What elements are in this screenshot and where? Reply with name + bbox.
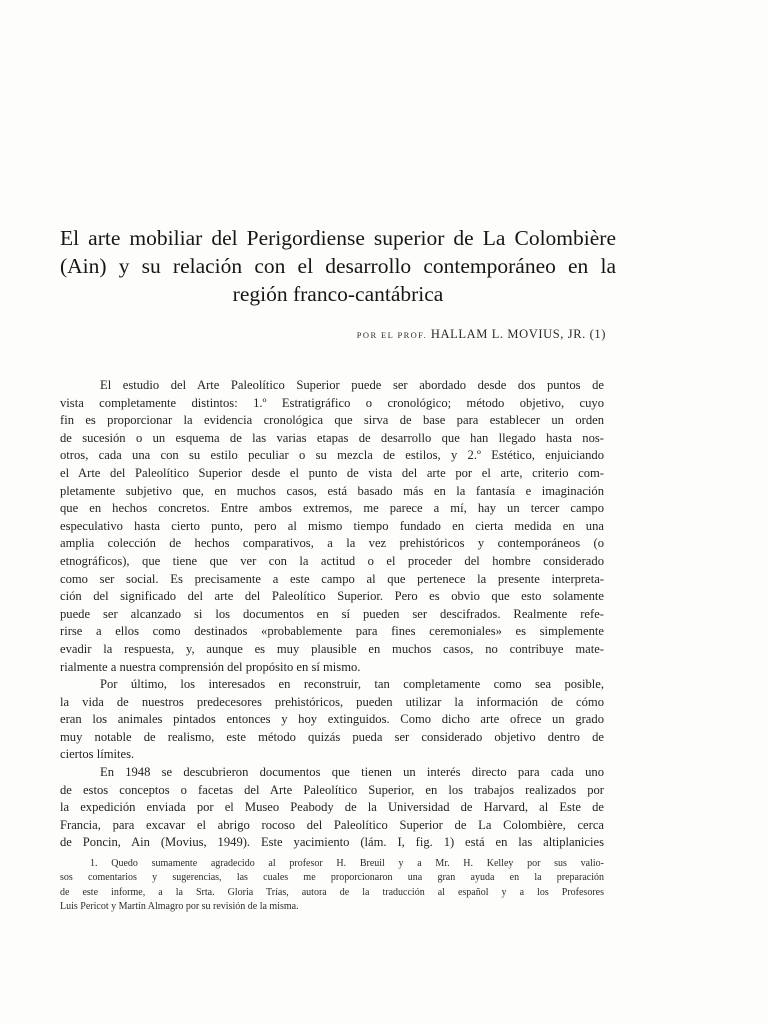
text-line: ción del significado del arte del Paleolítico Superior. Pero es obvio que esto solamente: [60, 589, 604, 604]
text-line: eran los animales pintados entonces y hoy extinguidos. Como dicho arte ofrece un grado: [60, 712, 604, 727]
text-line: como ser social. Es precisamente a este campo al que pertenece la presente interpreta-: [60, 571, 604, 586]
text-line: ciertos límites.: [60, 747, 135, 762]
text-line: amplia colección de hechos comparativos, a la vez prehistóricos y contemporáneos (o: [60, 536, 604, 551]
article-title: [60, 224, 616, 308]
footnote-line: 1. Quedo sumamente agradecido al profesor H. Breuil y a Mr. H. Kelley por sus valio-: [90, 858, 604, 869]
text-line: vista completamente distintos: 1.º Estratigráfico o cronológico; método objetivo, cuyo: [60, 395, 604, 410]
author-byline: [60, 327, 606, 342]
text-line: rirse a ellos como destinados «probablemente para fines ceremoniales» es simplemente: [60, 624, 604, 639]
title-line: (Ain) y su relación con el desarrollo contemporáneo en la: [60, 254, 616, 278]
text-line: muy notable de realismo, este método quizás pueda ser considerado objetivo dentro de: [60, 729, 604, 744]
text-line: que en hechos concretos. Entre ambos extremos, me parece a mí, hay un tercer campo: [60, 501, 604, 516]
text-line: de sucesión o un esquema de las varias etapas de desarrollo que han llegado hasta nos-: [60, 430, 604, 445]
text-line: etnográficos), que tiene que ver con la actitud o el proceder del hombre considerado: [60, 553, 604, 568]
text-line: otros, cada una con su estilo peculiar o su mezcla de estilos, y 2.º Estético, enjuiciando: [60, 448, 604, 463]
text-line: En 1948 se descubrieron documentos que tienen un interés directo para cada uno: [100, 765, 604, 780]
title-line: El arte mobiliar del Perigordiense superior de La Colombière: [60, 226, 616, 250]
text-line: Francia, para excavar el abrigo rocoso del Paleolítico Superior de La Colombière, cerca: [60, 817, 604, 832]
author-name: HALLAM L. MOVIUS, JR.: [430, 327, 586, 341]
text-line: Por último, los interesados en reconstruir, tan completamente como sea posible,: [100, 677, 604, 692]
text-line: rialmente a nuestra comprensión del propósito en sí mismo.: [60, 659, 361, 674]
text-line: la expedición enviada por el Museo Peabody de la Universidad de Harvard, al Este de: [60, 800, 604, 815]
byline-prefix: POR EL PROF.: [356, 330, 428, 340]
text-line: evadir la respuesta, y, aunque es muy plausible en muchos casos, no contribuye mate-: [60, 641, 604, 656]
text-line: de Poncin, Ain (Movius, 1949). Este yacimiento (lám. I, fig. 1) está en las altiplanicies: [60, 835, 604, 850]
text-line: la vida de nuestros predecesores prehistóricos, pueden utilizar la información de cómo: [60, 694, 604, 709]
text-line: especulativo hasta cierto punto, pero al mismo tiempo fundado en cierta medida en una: [60, 518, 604, 533]
article-body: [60, 377, 604, 852]
footnote-line: de este informe, a la Srta. Gloria Trías, autora de la traducción al español y a los Profesores: [60, 886, 604, 898]
text-line: de estos conceptos o facetas del Arte Paleolítico Superior, en los trabajos realizados por: [60, 782, 604, 797]
text-line: puede ser alcanzado si los documentos en sí pueden ser descifrados. Realmente refe-: [60, 606, 604, 621]
footnote-reference: (1): [589, 327, 606, 341]
footnote-line: sos comentarios y sugerencias, las cuales me proporcionaron una gran ayuda en la preparación: [60, 872, 604, 884]
title-line: región franco-cantábrica: [232, 282, 444, 306]
text-line: el Arte del Paleolítico Superior desde el punto de vista del arte por el arte, criterio com-: [60, 465, 604, 480]
footnote-line: Luis Pericot y Martín Almagro por su revisión de la misma.: [60, 901, 299, 913]
text-line: pletamente subjetivo que, en muchos casos, está basado más en la fantasía e imaginación: [60, 483, 604, 498]
footnote-block: [60, 857, 604, 915]
text-line: fin es proporcionar la evidencia cronológica que sirva de base para establecer un orden: [60, 413, 604, 428]
text-line: El estudio del Arte Paleolítico Superior puede ser abordado desde dos puntos de: [100, 378, 604, 392]
